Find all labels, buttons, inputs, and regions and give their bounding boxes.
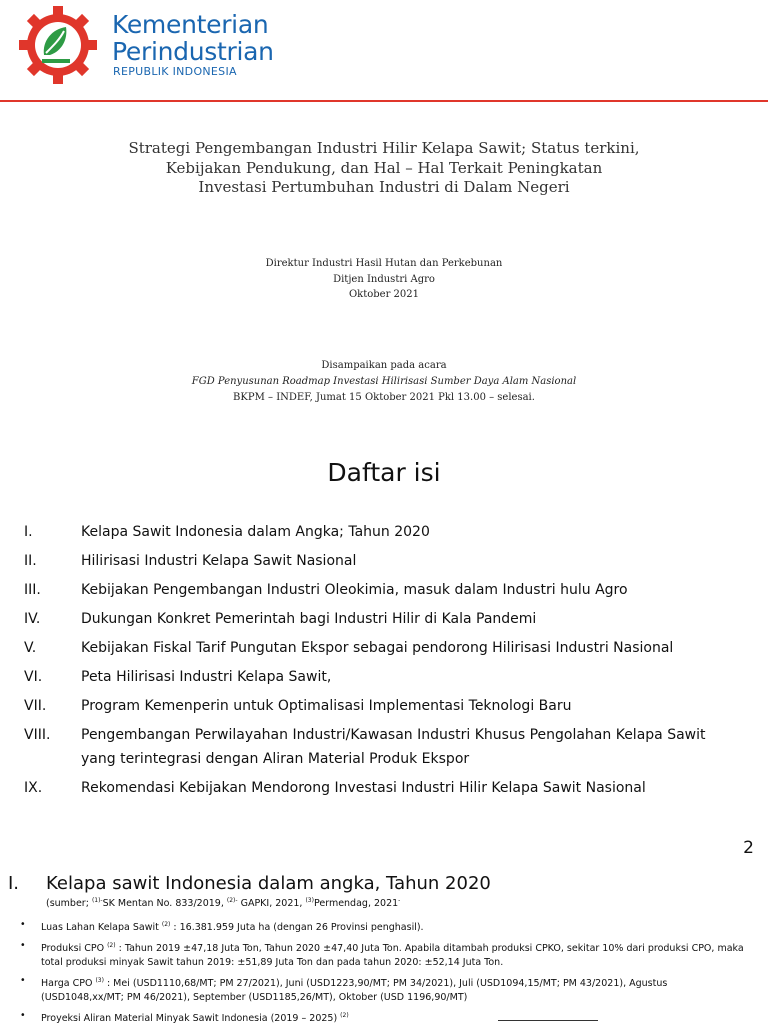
bullet-dot-icon: • <box>20 1010 26 1022</box>
bullet-dot-icon: • <box>20 919 26 930</box>
bullet-ref: (2) <box>107 942 116 950</box>
toc-item-number: V. <box>24 640 37 656</box>
section-number: I. <box>8 873 20 894</box>
bullet-ref: (2) <box>340 1012 349 1020</box>
toc-item-label: Program Kemenperin untuk Optimalisasi Implementasi Teknologi Baru <box>81 698 572 714</box>
ministry-name-line1: Kementerian <box>112 10 269 39</box>
header-divider <box>0 100 768 102</box>
source-prefix: (sumber; <box>46 898 92 910</box>
toc-item-label: Hilirisasi Industri Kelapa Sawit Nasional <box>81 553 357 569</box>
section-source-note <box>46 897 400 909</box>
bullet-item <box>18 939 748 970</box>
bullet-item <box>18 918 748 935</box>
event-name: FGD Penyusunan Roadmap Investasi Hilirisasi Sumber Daya Alam Nasional <box>191 376 577 387</box>
bullet-ref: (2) <box>161 921 171 928</box>
bullet-text: Harga CPO <box>41 978 96 990</box>
source-ref: (3) <box>305 897 314 904</box>
source-text: Permendag, 2021 <box>313 898 399 910</box>
source-ref: - <box>398 897 401 904</box>
toc-list <box>24 520 744 800</box>
toc-item-number: I. <box>24 524 33 540</box>
cover-event-block <box>0 358 768 406</box>
bullet-dot-icon: • <box>20 975 26 987</box>
author-directorate: Ditjen Industri Agro <box>333 273 435 285</box>
cover-title-line: Kebijakan Pendukung, dan Hal – Hal Terkait Peningkatan <box>165 158 603 177</box>
toc-item-label: Dukungan Konkret Pemerintah bagi Industri Hilir di Kala Pandemi <box>81 611 537 627</box>
toc-item-number: IX. <box>24 780 43 796</box>
source-text: GAPKI, 2021, <box>237 898 306 910</box>
gear-leaf-logo-icon <box>14 6 104 84</box>
source-ref: (2)- <box>226 897 238 904</box>
author-position: Direktur Industri Hasil Hutan dan Perkebunan <box>265 258 503 269</box>
cover-title-line: Investasi Pertumbuhan Industri di Dalam Negeri <box>198 178 570 196</box>
bullet-item <box>18 1009 748 1026</box>
toc-item <box>24 694 744 718</box>
source-text: SK Mentan No. 833/2019, <box>102 898 227 910</box>
bullet-item <box>18 974 748 1005</box>
toc-item-number: VI. <box>24 669 43 685</box>
section-bullets <box>18 918 748 1031</box>
cover-author-block <box>0 256 768 303</box>
bullet-ref: (3) <box>95 977 104 985</box>
author-date: Oktober 2021 <box>348 289 420 300</box>
page-number: 2 <box>743 838 754 858</box>
toc-item <box>24 520 744 544</box>
toc-item-label: Kebijakan Fiskal Tarif Pungutan Ekspor sebagai pendorong Hilirisasi Industri Nasional <box>81 640 674 656</box>
toc-item-label: Rekomendasi Kebijakan Mendorong Investasi Industri Hilir Kelapa Sawit Nasional <box>81 780 646 796</box>
bullet-text: Produksi CPO <box>41 943 108 955</box>
bullet-dot-icon: • <box>20 940 26 952</box>
toc-item-label: Peta Hilirisasi Industri Kelapa Sawit, <box>81 669 332 685</box>
ministry-subtitle: REPUBLIK INDONESIA <box>113 65 237 78</box>
source-ref: (1)- <box>91 897 103 904</box>
toc-item-number: II. <box>24 553 37 569</box>
bullet-text: : 16.381.959 Juta ha (dengan 26 Provinsi penghasil). <box>170 922 424 934</box>
toc-item-label: Pengembangan Perwilayahan Industri/Kawasan Industri Khusus Pengolahan Kelapa Sawit yang terintegrasi dengan Aliran Material Produk Ekspor <box>81 727 706 767</box>
content-divider <box>498 1020 598 1021</box>
toc-item <box>24 723 744 771</box>
section-title: Kelapa sawit Indonesia dalam angka, Tahun 2020 <box>46 873 491 894</box>
toc-item-number: VII. <box>24 698 47 714</box>
toc-item-label: Kelapa Sawit Indonesia dalam Angka; Tahun 2020 <box>81 524 430 540</box>
cover-title <box>0 139 768 198</box>
cover-title-line: Strategi Pengembangan Industri Hilir Kelapa Sawit; Status terkini, <box>128 139 640 157</box>
ministry-name-line2: Perindustrian <box>112 37 274 66</box>
bullet-text: : Mei (USD1110,68/MT; PM 27/2021), Juni (USD1223,90/MT; PM 34/2021), Juli (USD1094,15/MT; PM 43/2021), Agustus (USD1048,xx/MT; PM 46/2021), September (USD1185,26/MT), Oktober (USD 1196,90/MT) <box>41 978 668 1004</box>
toc-item-number: VIII. <box>24 727 51 743</box>
toc-item <box>24 549 744 573</box>
toc-heading: Daftar isi <box>327 458 441 487</box>
toc-item <box>24 578 744 602</box>
toc-item <box>24 636 744 660</box>
toc-item-number: III. <box>24 582 41 598</box>
event-intro: Disampaikan pada acara <box>321 360 447 371</box>
bullet-text: Proyeksi Aliran Material Minyak Sawit Indonesia (2019 – 2025) <box>41 1013 341 1025</box>
toc-item <box>24 607 744 631</box>
event-details: BKPM – INDEF, Jumat 15 Oktober 2021 Pkl 13.00 – selesai. <box>233 392 535 403</box>
toc-item <box>24 665 744 689</box>
toc-item <box>24 776 744 800</box>
ministry-logo <box>14 6 104 84</box>
bullet-text: : Tahun 2019 ±47,18 Juta Ton, Tahun 2020 ±47,40 Juta Ton. Apabila ditambah produksi CPKO, sekitar 10% dari produksi CPO, maka total produksi minyak Sawit tahun 2019: ±51,89 Juta Ton dan pada tahun 2020: ±52,14 Juta Ton. <box>41 943 744 969</box>
bullet-text: Luas Lahan Kelapa Sawit <box>41 922 162 934</box>
toc-item-label: Kebijakan Pengembangan Industri Oleokimia, masuk dalam Industri hulu Agro <box>81 582 628 598</box>
toc-item-number: IV. <box>24 611 41 627</box>
